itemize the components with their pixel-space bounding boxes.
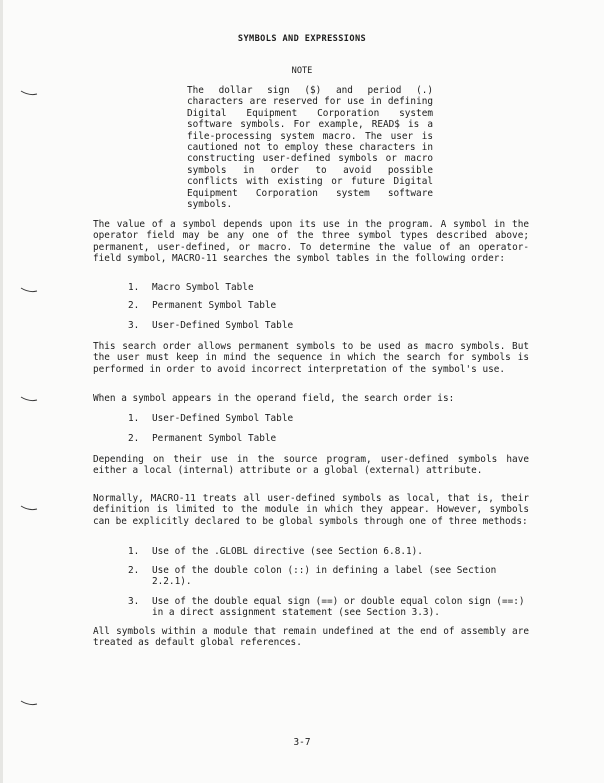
list-number: 1. xyxy=(128,413,140,424)
margin-mark-icon xyxy=(20,90,38,96)
paragraph-local-global: Normally, MACRO-11 treats all user-defined symbols as local, that is, their definition is limited to the module in which they appear. However, symbols can be explicitly declared to be global symbols through one of three methods: xyxy=(93,493,529,527)
note-text: The dollar sign ($) and period (.) characters are reserved for use in defining Digital Equipment Corporation system software symbols. For example, READ$ is a file-processing system macro. The user is cautioned not to employ these characters in constructing user-defined symbols or macro symbols in order to avoid possible conflicts with existing or future Digital Equipment Corporation system software symbols. xyxy=(187,85,433,211)
page-number: 3-7 xyxy=(293,737,311,748)
list-number: 1. xyxy=(128,282,140,293)
list-number: 2. xyxy=(128,433,140,444)
paragraph-attributes: Depending on their use in the source program, user-defined symbols have either a local (internal) attribute or a global (external) attribute. xyxy=(93,454,529,477)
list-number: 2. xyxy=(128,565,140,576)
margin-mark-icon xyxy=(20,505,38,511)
list-number: 2. xyxy=(128,300,140,311)
margin-mark-icon xyxy=(20,396,38,402)
list-text: Use of the double equal sign (==) or double equal colon sign (==:) in a direct assignment statement (see Section 3.3). xyxy=(152,596,525,619)
list-number: 3. xyxy=(128,320,140,331)
list-number: 3. xyxy=(128,596,140,607)
list-text: User-Defined Symbol Table xyxy=(152,413,294,424)
list-text: User-Defined Symbol Table xyxy=(152,320,294,331)
note-title: NOTE xyxy=(291,66,313,76)
paragraph-operand-field: When a symbol appears in the operand field, the search order is: xyxy=(93,393,455,404)
paragraph-undefined-symbols: All symbols within a module that remain undefined at the end of assembly are treated as default global references. xyxy=(93,626,529,649)
list-text: Macro Symbol Table xyxy=(152,282,254,293)
margin-mark-icon xyxy=(20,700,38,706)
paragraph-search-order: This search order allows permanent symbols to be used as macro symbols. But the user must keep in mind the sequence in which the search for symbols is performed in order to avoid incorrect interpretation of the symbol's use. xyxy=(93,341,529,375)
paragraph-operator-search: The value of a symbol depends upon its use in the program. A symbol in the operator field may be any one of the three symbol types described above; permanent, user-defined, or macro. To determine the value of an operator-field symbol, MACRO-11 searches the symbol tables in the following order: xyxy=(93,219,529,265)
margin-mark-icon xyxy=(20,287,38,293)
list-text: Use of the double colon (::) in defining a label (see Section 2.2.1). xyxy=(152,565,497,588)
list-text: Permanent Symbol Table xyxy=(152,433,277,444)
list-number: 1. xyxy=(128,546,140,557)
page-edge xyxy=(0,0,3,783)
list-text: Use of the .GLOBL directive (see Section 6.8.1). xyxy=(152,546,423,557)
list-text: Permanent Symbol Table xyxy=(152,300,277,311)
page-header: SYMBOLS AND EXPRESSIONS xyxy=(237,34,367,44)
